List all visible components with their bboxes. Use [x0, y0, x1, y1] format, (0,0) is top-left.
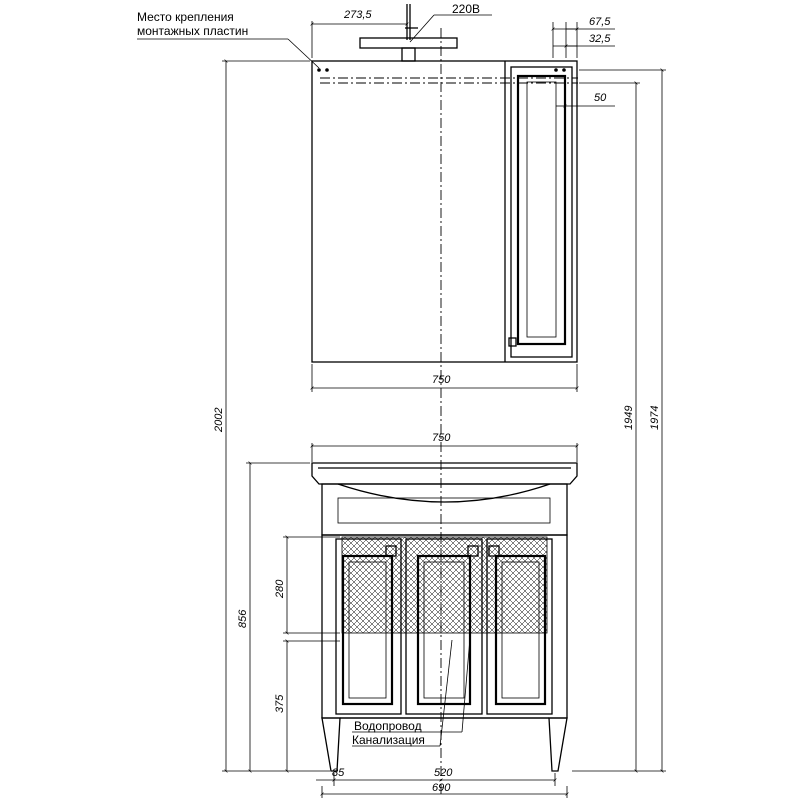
cabinet-door-outer	[511, 67, 572, 357]
dim-280	[274, 537, 340, 633]
mirror-cabinet	[312, 61, 578, 362]
mounting-point-left-2	[325, 68, 329, 72]
pipe-callouts	[352, 638, 470, 747]
basin-top	[312, 463, 577, 484]
dim-1949	[572, 83, 640, 771]
dim-label-856: 856	[237, 609, 249, 628]
lamp	[360, 4, 457, 61]
vanity-unit	[312, 463, 577, 771]
leg-right	[549, 718, 567, 771]
dim-label-85: 85	[332, 767, 345, 779]
dim-label-basin-width: 750	[432, 432, 451, 444]
dim-856	[237, 463, 310, 771]
leg-left	[322, 718, 340, 771]
dim-label-280: 280	[274, 579, 286, 598]
dim-basin-width	[312, 432, 577, 462]
dim-label-273-5: 273,5	[344, 9, 372, 21]
dim-label-1974: 1974	[649, 405, 661, 430]
cabinet-door-panel	[527, 82, 556, 337]
dim-690	[322, 782, 567, 798]
dim-375	[274, 641, 340, 771]
dim-label-67-5: 67,5	[589, 16, 611, 28]
installation-zone	[342, 537, 547, 633]
voltage-callout	[410, 2, 492, 42]
mounting-label-line1: Место крепления	[137, 10, 234, 24]
dim-mirror-width	[312, 364, 577, 392]
dim-273-5	[312, 9, 407, 58]
dim-label-mirror-width: 750	[432, 374, 451, 386]
dim-label-32-5: 32,5	[589, 33, 611, 45]
dim-label-520: 520	[434, 767, 453, 779]
dim-label-2002: 2002	[213, 407, 225, 432]
water-supply-label: Водопровод	[354, 719, 422, 733]
mounting-label-line2: монтажных пластин	[137, 24, 249, 38]
mirror-body	[312, 61, 577, 362]
mounting-callout	[137, 10, 319, 68]
dim-520	[434, 767, 555, 786]
mounting-point-right-2	[562, 68, 566, 72]
sewage-label: Канализация	[352, 733, 425, 747]
dim-85	[316, 767, 441, 786]
basin-bowl	[338, 484, 550, 502]
dim-label-50: 50	[594, 92, 607, 104]
mounting-point-right	[554, 68, 558, 72]
dim-label-690: 690	[432, 782, 451, 794]
basin-frame	[322, 484, 567, 535]
dim-label-1949: 1949	[623, 405, 635, 430]
cabinet-door-inner	[518, 76, 565, 344]
dim-label-375: 375	[274, 694, 286, 713]
mounting-point-left	[317, 68, 321, 72]
voltage-label: 220В	[452, 2, 481, 16]
door-knob	[509, 338, 516, 346]
